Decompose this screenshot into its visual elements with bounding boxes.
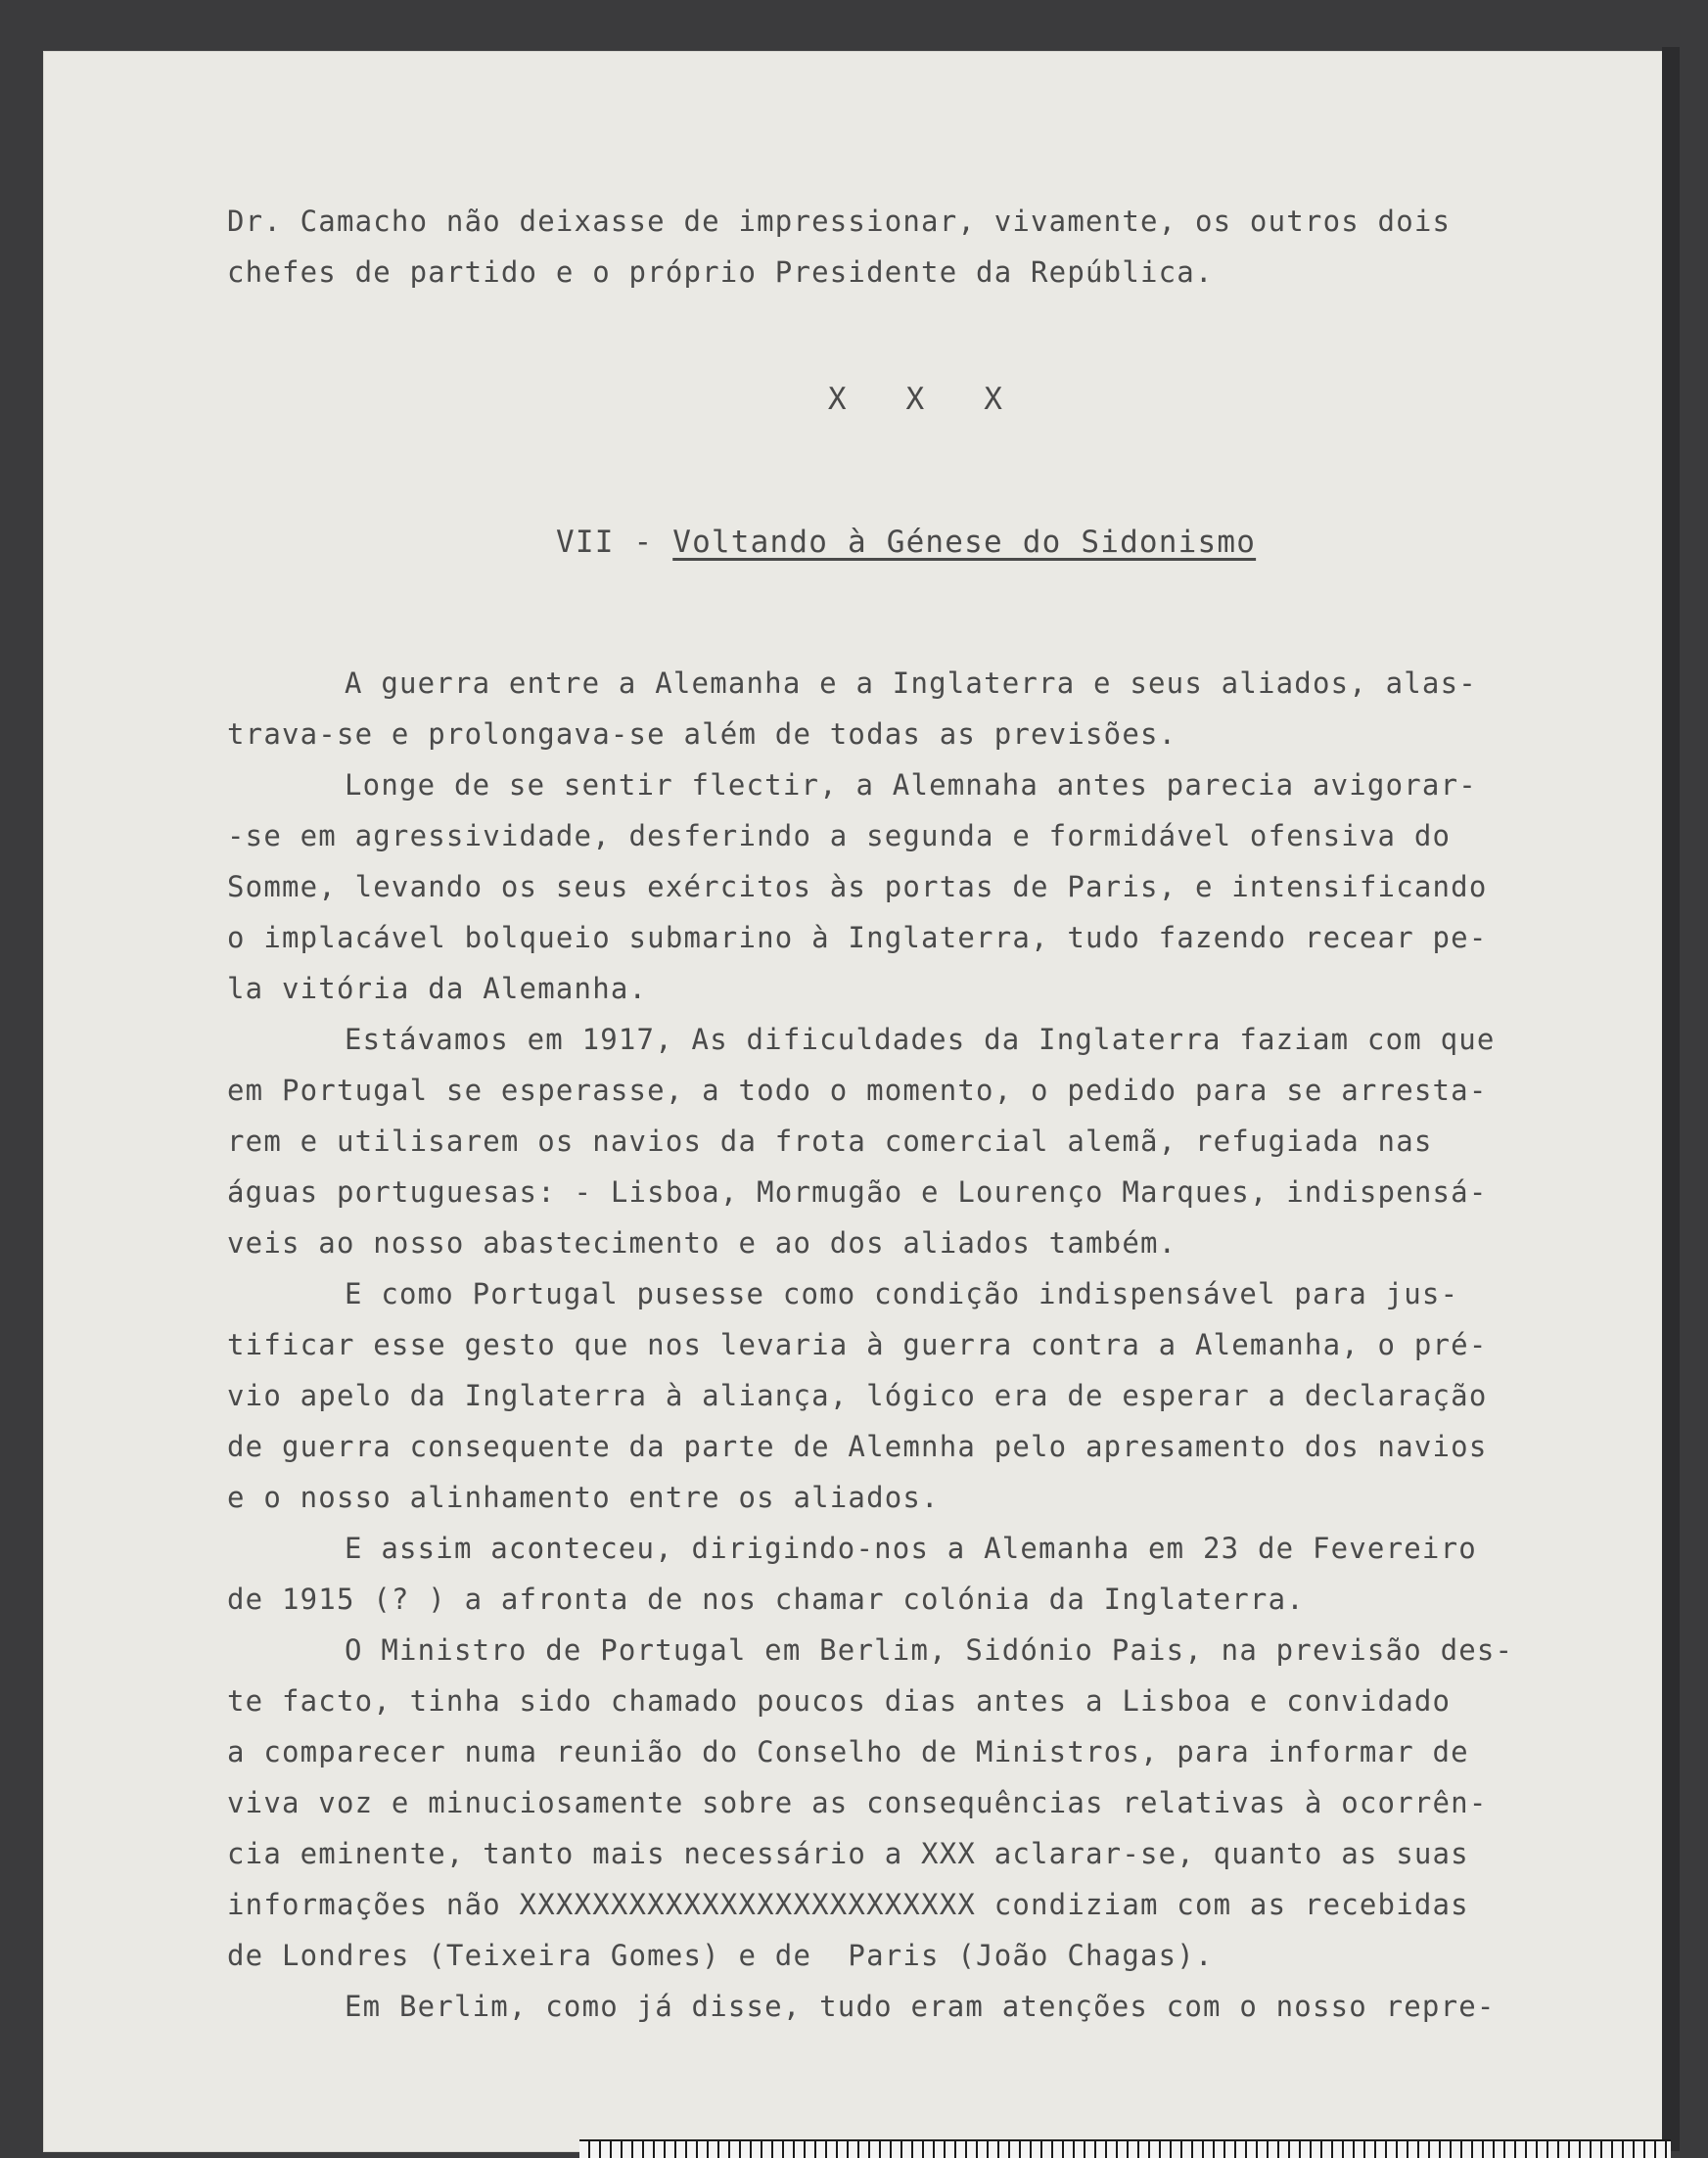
text-line: de 1915 (? ) a afronta de nos chamar colónia da Inglaterra.	[227, 1583, 1305, 1616]
sheet-shadow-edge	[1662, 47, 1680, 2151]
text-line: e o nosso alinhamento entre os aliados.	[227, 1481, 940, 1514]
text-line: a comparecer numa reunião do Conselho de Ministros, para informar de	[227, 1735, 1469, 1768]
text-line: chefes de partido e o próprio Presidente da República.	[227, 255, 1214, 289]
text-line: te facto, tinha sido chamado poucos dias antes a Lisboa e convidado	[227, 1684, 1452, 1718]
chapter-heading	[556, 525, 1256, 560]
text-line: la vitória da Alemanha.	[227, 972, 648, 1005]
text-line: de guerra consequente da parte de Alemnha pelo apresamento dos navios	[227, 1430, 1488, 1463]
section-separator: X X X	[827, 382, 1004, 417]
text-line: Em Berlim, como já disse, tudo eram atenções com o nosso repre-	[345, 1990, 1496, 2023]
text-line: o implacável bolqueio submarino à Inglaterra, tudo fazendo recear pe-	[227, 921, 1488, 954]
text-line: informações não XXXXXXXXXXXXXXXXXXXXXXXXX condiziam com as recebidas	[227, 1888, 1469, 1921]
scale-ruler	[579, 2139, 1671, 2158]
text-line: trava-se e prolongava-se além de todas as previsões.	[227, 717, 1177, 751]
text-line: rem e utilisarem os navios da frota comercial alemã, refugiada nas	[227, 1125, 1433, 1158]
text-line: Somme, levando os seus exércitos às portas de Paris, e intensificando	[227, 870, 1488, 903]
text-line: tificar esse gesto que nos levaria à guerra contra a Alemanha, o pré-	[227, 1328, 1488, 1361]
text-line: águas portuguesas: - Lisboa, Mormugão e Lourenço Marques, indispensá-	[227, 1175, 1488, 1209]
text-line: A guerra entre a Alemanha e a Inglaterra e seus aliados, alas-	[345, 666, 1477, 700]
text-line: Dr. Camacho não deixasse de impressionar, vivamente, os outros dois	[227, 205, 1452, 238]
text-line: veis ao nosso abastecimento e ao dos aliados também.	[227, 1226, 1177, 1260]
text-line: O Ministro de Portugal em Berlim, Sidónio Pais, na previsão des-	[345, 1633, 1514, 1667]
text-line: de Londres (Teixeira Gomes) e de Paris (João Chagas).	[227, 1939, 1214, 1972]
text-line: cia eminente, tanto mais necessário a XXX aclarar-se, quanto as suas	[227, 1837, 1469, 1870]
document-body	[227, 196, 1597, 298]
text-line: vio apelo da Inglaterra à aliança, lógico era de esperar a declaração	[227, 1379, 1488, 1412]
text-line: viva voz e minuciosamente sobre as consequências relativas à ocorrên-	[227, 1786, 1488, 1819]
chapter-number: VII -	[556, 525, 654, 560]
text-line: E assim aconteceu, dirigindo-nos a Alemanha em 23 de Fevereiro	[345, 1532, 1477, 1565]
text-line: Longe de se sentir flectir, a Alemnaha antes parecia avigorar-	[345, 768, 1477, 802]
document-body-continued	[227, 658, 1627, 2032]
text-line: Estávamos em 1917, As dificuldades da Inglaterra faziam com que	[345, 1023, 1496, 1056]
text-line: em Portugal se esperasse, a todo o momento, o pedido para se arresta-	[227, 1074, 1488, 1107]
text-line: E como Portugal pusesse como condição indispensável para jus-	[345, 1277, 1459, 1310]
text-line: -se em agressividade, desferindo a segunda e formidável ofensiva do	[227, 819, 1452, 852]
chapter-title: Voltando à Génese do Sidonismo	[672, 525, 1257, 560]
